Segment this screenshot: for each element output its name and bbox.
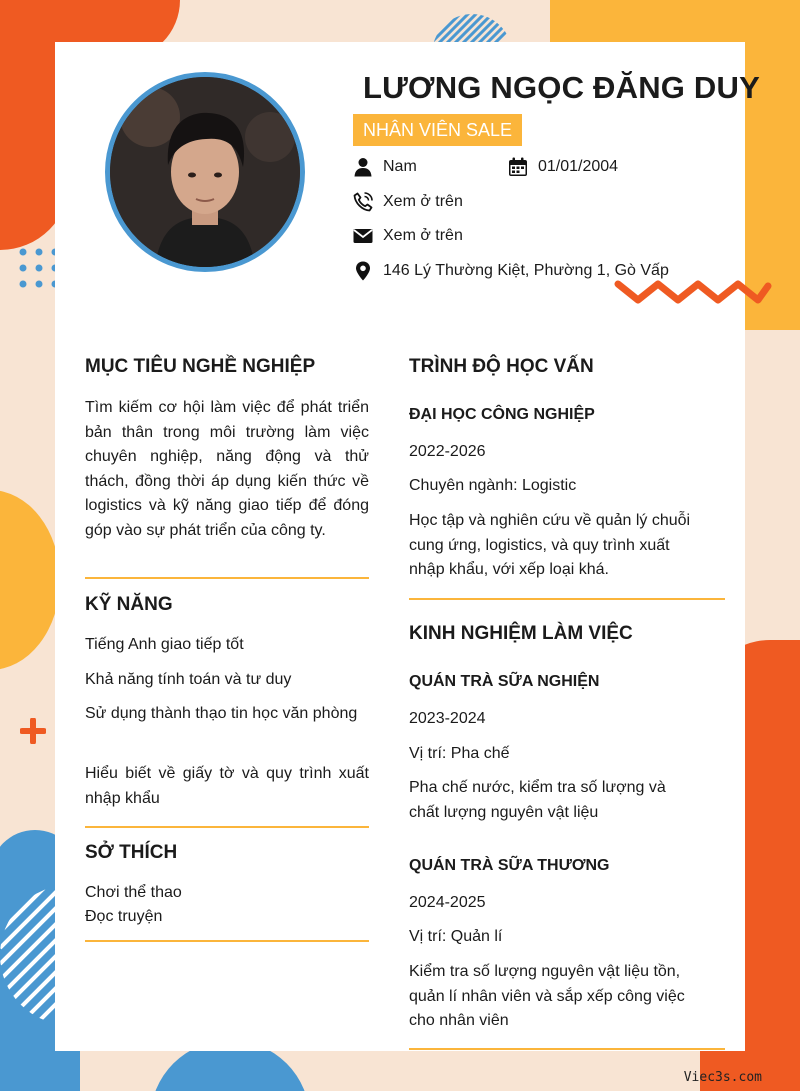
hobby-item: Đọc truyện: [85, 908, 163, 925]
location-pin-icon: [353, 261, 373, 281]
address-text: 146 Lý Thường Kiệt, Phường 1, Gò Vấp: [383, 262, 669, 279]
gender-text: Nam: [383, 158, 417, 175]
school-name: ĐẠI HỌC CÔNG NGHIỆP: [409, 406, 595, 423]
job-years: 2023-2024: [409, 710, 486, 727]
job-company: QUÁN TRÀ SỮA NGHIỆN: [409, 673, 600, 690]
hobbies-title: SỞ THÍCH: [85, 842, 178, 863]
phone-row: [353, 192, 463, 212]
job-years: 2024-2025: [409, 894, 486, 911]
email-row: [353, 226, 463, 246]
job-role-badge: NHÂN VIÊN SALE: [353, 114, 522, 146]
education-years: 2022-2026: [409, 443, 486, 460]
education-major: Chuyên ngành: Logistic: [409, 477, 577, 494]
email-text: Xem ở trên: [383, 227, 463, 244]
job-position: Vị trí: Pha chế: [409, 745, 510, 762]
objective-text: Tìm kiếm cơ hội làm việc để phát triển bản thân trong môi trường làm việc chuyên nghiệp, năng động và thử thách, đồng thời áp dụng kiến thức về logistics và kỹ năng giao tiếp để đóng góp vào sự phát triển của công ty.: [85, 399, 369, 539]
skill-item: Tiếng Anh giao tiếp tốt: [85, 636, 244, 653]
skill-item: Sử dụng thành thạo tin học văn phòng: [85, 705, 358, 722]
phone-text: Xem ở trên: [383, 193, 463, 210]
decor-striped-circle-top: [430, 12, 514, 46]
job-company: QUÁN TRÀ SỮA THƯƠNG: [409, 857, 610, 874]
phone-icon: [353, 192, 373, 212]
skill-item: Khả năng tính toán và tư duy: [85, 671, 292, 688]
divider: [409, 1048, 725, 1050]
divider: [85, 826, 369, 828]
decor-striped-circle-left: [0, 880, 56, 1030]
watermark: Viec3s.com: [683, 1070, 762, 1085]
gender-row: [353, 157, 417, 177]
job-desc: Kiểm tra số lượng nguyên vật liệu tồn, quản lí nhân viên và sắp xếp công việc cho nhân viên: [409, 963, 685, 1029]
address-row: [353, 261, 669, 281]
decor-plus-sign: [20, 718, 46, 744]
job-desc: Pha chế nước, kiểm tra số lượng và chất lượng nguyên vật liệu: [409, 779, 666, 821]
job-position: Vị trí: Quản lí: [409, 928, 503, 945]
skills-title: KỸ NĂNG: [85, 594, 173, 615]
experience-title: KINH NGHIỆM LÀM VIỆC: [409, 623, 633, 644]
birthday-text: 01/01/2004: [538, 158, 619, 175]
avatar-portrait-icon: [110, 77, 300, 267]
education-title: TRÌNH ĐỘ HỌC VẤN: [409, 356, 594, 377]
divider: [409, 598, 725, 600]
objective-title: MỤC TIÊU NGHỀ NGHIỆP: [85, 356, 316, 377]
full-name: LƯƠNG NGỌC ĐĂNG DUY: [363, 70, 760, 105]
divider: [85, 577, 369, 579]
skill-item: Hiểu biết về giấy tờ và quy trình xuất nhập khẩu: [85, 765, 369, 807]
avatar: [105, 72, 305, 272]
divider: [85, 940, 369, 942]
person-icon: [353, 157, 373, 177]
decor-yellow-circle-left: [0, 490, 60, 670]
birthday-row: [508, 157, 618, 177]
calendar-icon: [508, 157, 528, 177]
hobby-item: Chơi thể thao: [85, 884, 182, 901]
mail-icon: [353, 226, 373, 246]
education-desc: Học tập và nghiên cứu về quản lý chuỗi cung ứng, logistics, và quy trình xuất nhập khẩu, với xếp loại khá.: [409, 512, 691, 578]
